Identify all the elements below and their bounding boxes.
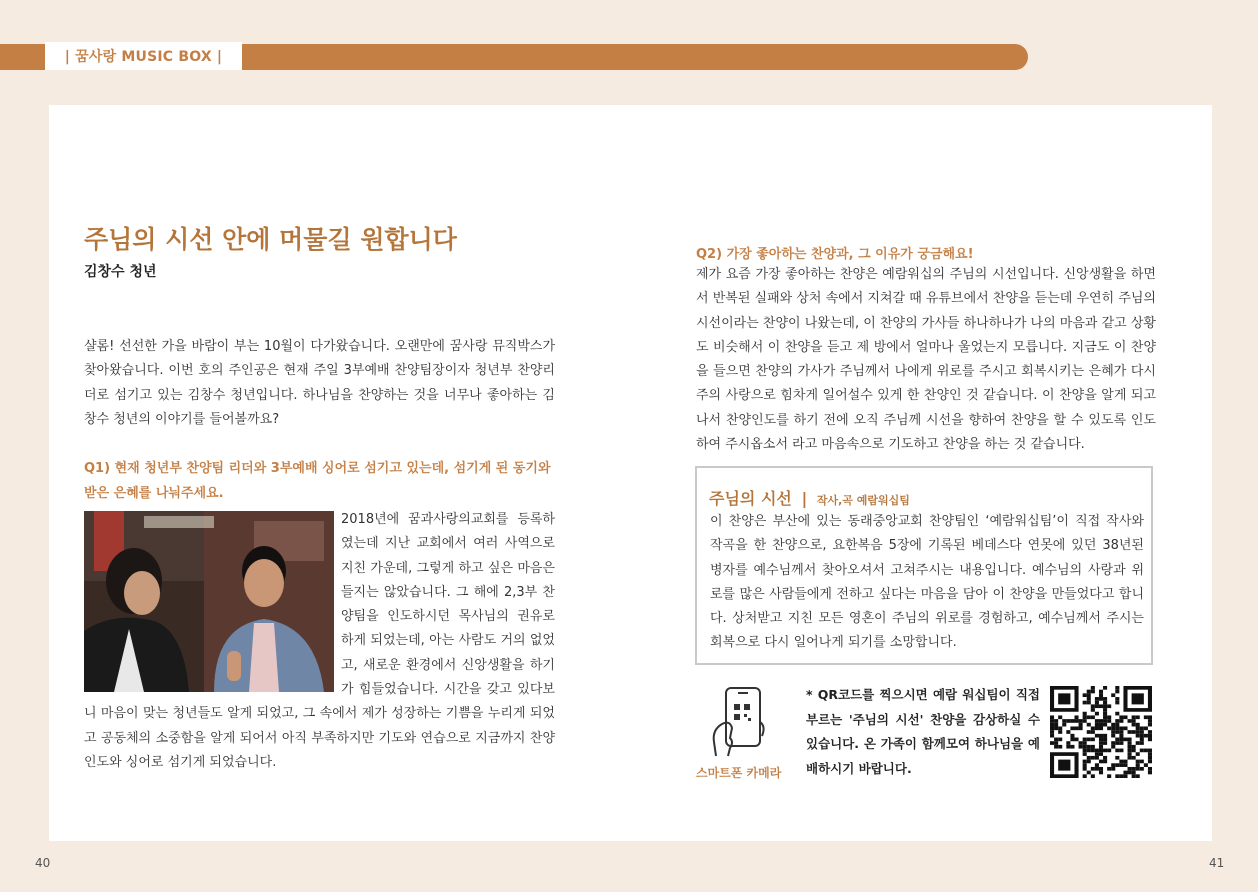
question-2: Q2) 가장 좋아하는 찬양과, 그 이유가 궁금해요! xyxy=(696,247,974,262)
article-title: 주님의 시선 안에 머물길 원합니다 xyxy=(84,225,457,254)
intro-paragraph: 샬롬! 선선한 가을 바람이 부는 10월이 다가왔습니다. 오랜만에 꿈사랑 뮤직박스가 찾아왔습니다. 이번 호의 주인공은 현재 주일 3부예배 찬양팀장이자 청년부 찬양리더로 섬기고 있는 김창수 청년입니다. 하나님을 찬양하는 것을 너무나 좋아하는 김창수 청년의 이야기를 들어볼까요? xyxy=(84,339,555,427)
qr-instructions: * QR코드를 찍으시면 예람 워십팀이 직접 부르는 '주님의 시선' 찬양을 감상하실 수 있습니다. 온 가족이 함께모여 하나님을 예배하시기 바랍니다. xyxy=(806,687,1040,776)
song-info-box xyxy=(695,466,1153,665)
song-credit: 작사,곡 예람워십팀 xyxy=(816,494,910,507)
page-number-left: 40 xyxy=(35,856,51,870)
section-label: | 꿈사랑 MUSIC BOX | xyxy=(45,42,242,70)
question-1: Q1) 현재 청년부 찬양팀 리더와 3부예배 싱어로 섬기고 있는데, 섬기게 된 동기와 받은 은혜를 나눠주세요. xyxy=(84,461,551,501)
answer-1: 2018년에 꿈과사랑의교회를 등록하였는데 지난 교회에서 여러 사역으로 지친 가운데, 그렇게 하고 싶은 마음은 들지는 않았습니다. 그 해에 2,3부 찬양팀을 인도하시던 목사님의 권유로 하게 되었는데, 아는 사람도 거의 없었고, 새로운 환경에서 신앙생활을 하기가 힘들었습니다. 시간을 갖고 있다보니 마음이 맞는 청년들도 알게 되었고, 그 속에서 제가 성장하는 기쁨을 누리게 되었고 공동체의 소중함을 알게 되어서 아직 부족하지만 기도와 연습으로 지금까지 찬양인도와 싱어로 섬기게 되었습니다. xyxy=(84,512,555,770)
song-title-line xyxy=(709,486,910,509)
song-description: 이 찬양은 부산에 있는 동래중앙교회 찬양팀인 ‘예람워십팀’이 직접 작사와 작곡을 한 찬양으로, 요한복음 5장에 기록된 베데스다 연못에 있던 38년된 병자를 예수님께서 찾아오셔서 고쳐주시는 내용입니다. 예수님의 사랑과 위로를 많은 사람들에게 전하고 싶다는 마음을 담아 이 찬양을 만들었다고 합니다. 상처받고 지친 모든 영혼이 주님의 위로를 경험하고, 예수님께서 주시는 회복으로 다시 일어나게 되기를 소망합니다. xyxy=(710,514,1144,651)
song-title-divider: | xyxy=(801,489,808,508)
article-byline: 김창수 청년 xyxy=(84,264,157,280)
smartphone-qr-icon xyxy=(700,684,776,764)
qr-code[interactable] xyxy=(1050,686,1152,778)
page-number-right: 41 xyxy=(1209,856,1225,870)
phone-label: 스마트폰 카메라 xyxy=(696,766,782,780)
song-title: 주님의 시선 xyxy=(709,489,792,508)
answer-2: 제가 요즘 가장 좋아하는 찬양은 예람워십의 주님의 시선입니다. 신앙생활을 하면서 반복된 실패와 상처 속에서 지쳐갈 때 유튜브에서 찬양을 듣는데 우연히 주님의 시선이라는 찬양이 나왔는데, 이 찬양의 가사들 하나하나가 나의 마음과 같고 상황도 비슷해서 이 찬양을 듣고 제 방에서 얼마나 울었는지 모릅니다. 지금도 이 찬양을 들으면 찬양의 가사가 주님께서 나에게 위로를 주시고 회복시키는 은혜가 다시 주의 사랑으로 힘차게 일어설수 있게 한 찬양인 것 같습니다. 이 찬양을 알게 되고 나서 찬양인도를 하기 전에 오직 주님께 시선을 향하여 찬양을 할 수 있도록 인도하여 주시옵소서 라고 마음속으로 기도하고 찬양을 하는 것 같습니다. xyxy=(696,267,1156,453)
interview-photo xyxy=(84,511,334,692)
